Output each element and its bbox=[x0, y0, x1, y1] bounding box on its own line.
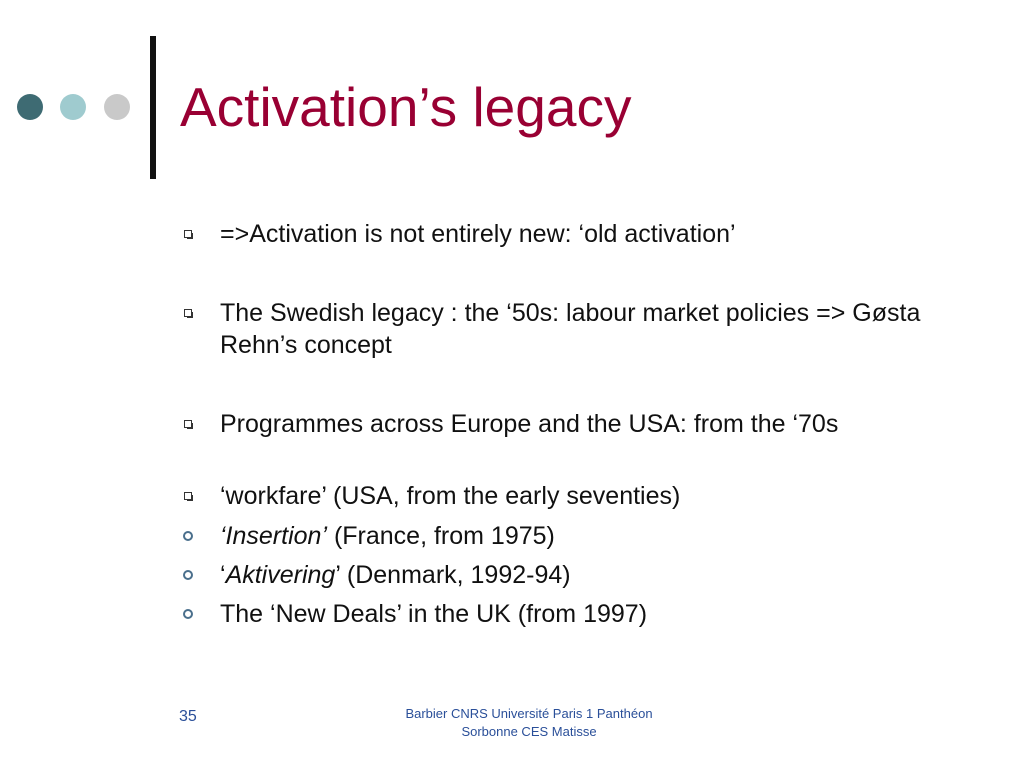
bullet-pre: ‘ bbox=[220, 561, 226, 589]
bullet-text: The ‘New Deals’ in the UK (from 1997) bbox=[220, 600, 648, 628]
bullet-text bbox=[220, 520, 950, 552]
bullet-text: The Swedish legacy : the ‘50s: labour market policies => Gøsta Rehn’s concept bbox=[220, 299, 921, 359]
footer-line: Sorbonne CES Matisse bbox=[461, 724, 597, 739]
square-bullet-icon bbox=[184, 420, 192, 428]
footer-line: Barbier CNRS Université Paris 1 Panthéon bbox=[405, 706, 653, 721]
bullet-rest: (France, from 1975) bbox=[327, 522, 555, 550]
title-divider-line bbox=[150, 36, 156, 179]
square-bullet-icon bbox=[184, 309, 192, 317]
slide-footer bbox=[370, 705, 688, 741]
ring-bullet-icon bbox=[183, 570, 193, 580]
square-bullet-icon bbox=[184, 492, 192, 500]
ring-bullet-icon bbox=[183, 531, 193, 541]
decorative-dot-grey bbox=[104, 94, 130, 120]
bullet-text bbox=[220, 559, 950, 591]
italic-term: ‘Insertion’ bbox=[220, 522, 327, 550]
bullet-text: ‘workfare’ (USA, from the early seventies) bbox=[220, 482, 681, 510]
decorative-dot-light bbox=[60, 94, 86, 120]
square-bullet-icon bbox=[184, 230, 192, 238]
italic-term: Aktivering bbox=[225, 561, 336, 589]
bullet-rest: ’ (Denmark, 1992-94) bbox=[335, 561, 571, 589]
page-number: 35 bbox=[179, 708, 197, 725]
decorative-dot-dark bbox=[17, 94, 43, 120]
slide-title: Activation’s legacy bbox=[180, 76, 632, 138]
bullet-text: =>Activation is not entirely new: ‘old activation’ bbox=[220, 220, 736, 248]
bullet-text: Programmes across Europe and the USA: from the ‘70s bbox=[220, 410, 839, 438]
ring-bullet-icon bbox=[183, 609, 193, 619]
